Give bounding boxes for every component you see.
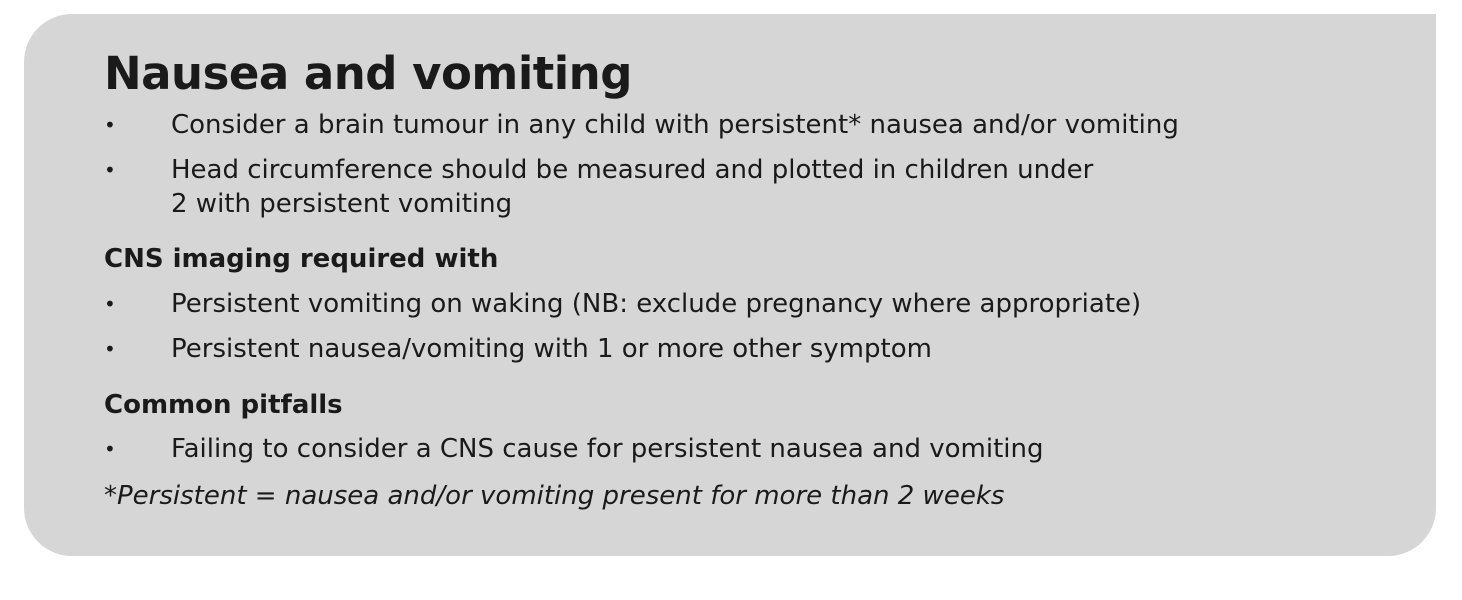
bullet-icon: • [104,437,116,461]
footnote: *Persistent = nausea and/or vomiting present for more than 2 weeks [104,481,1005,511]
bullet-text-line: Head circumference should be measured and plotted in children under [171,155,1094,185]
bullet-text-line: 2 with persistent vomiting [171,189,513,219]
bullet-text: Consider a brain tumour in any child with persistent* nausea and/or vomiting [171,110,1179,140]
imaging-heading: CNS imaging required with [104,244,499,274]
bullet-text: Persistent vomiting on waking (NB: exclude pregnancy where appropriate) [171,289,1142,319]
bullet-icon: • [104,337,116,361]
bullet-text: Persistent nausea/vomiting with 1 or more other symptom [171,334,932,364]
bullet-text [171,153,1271,221]
info-card [24,14,1436,556]
bullet-text: Failing to consider a CNS cause for persistent nausea and vomiting [171,434,1044,464]
card-title: Nausea and vomiting [104,47,632,100]
pitfalls-heading: Common pitfalls [104,390,343,420]
bullet-icon: • [104,113,116,137]
bullet-icon: • [104,292,116,316]
bullet-icon: • [104,158,116,182]
